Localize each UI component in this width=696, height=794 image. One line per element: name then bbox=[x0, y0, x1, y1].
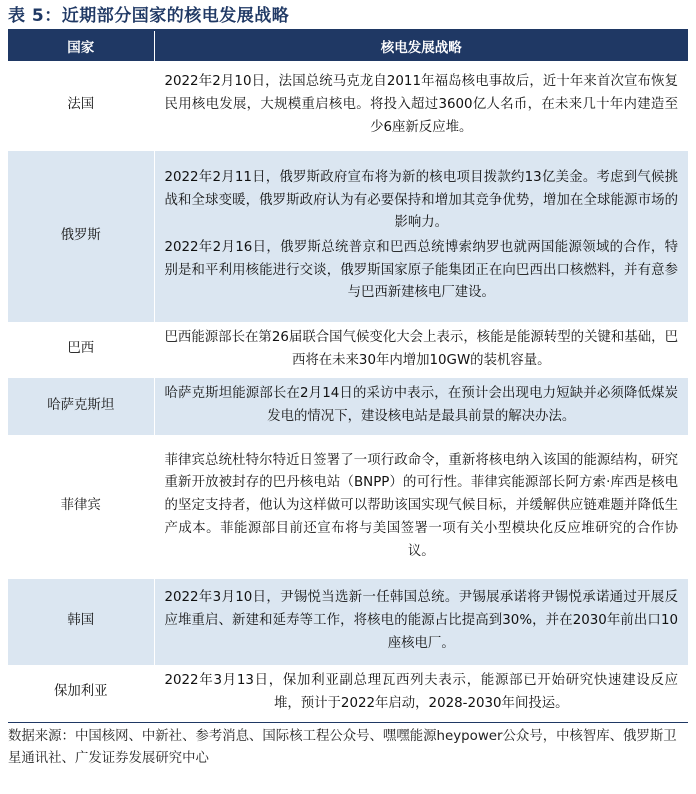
strategy-cell bbox=[154, 322, 688, 377]
data-source-note: 数据来源：中国核网、中新社、参考消息、国际核工程公众号、嘿嘿能源heypower公众号，中核智库、俄罗斯卫星通讯社、广发证券发展研究中心 bbox=[8, 729, 677, 766]
strategy-text: 巴西能源部长在第26届联合国气候变化大会上表示，核能是能源转型的关键和基础，巴西将在未来30年内增加10GW的装机容量。 bbox=[164, 329, 678, 368]
strategy-cell bbox=[154, 578, 688, 665]
strategy-text: 2022年3月13日，保加利亚副总理瓦西列夫表示，能源部已开始研究快速建设反应堆，预计于2022年启动，2028-2030年间投运。 bbox=[164, 672, 678, 711]
table-row bbox=[8, 665, 688, 720]
strategy-text: 2022年3月10日，尹锡悦当选新一任韩国总统。尹锡展承诺将尹锡悦承诺通过开展反应堆重启、新建和延寿等工作，将核电的能源占比提高到30%，并在2030年前出口10座核电厂。 bbox=[164, 590, 678, 651]
table-bottom-rule bbox=[8, 722, 688, 723]
table-row bbox=[8, 322, 688, 377]
strategy-text: 菲律宾总统杜特尔特近日签署了一项行政命令，重新将核电纳入该国的能源结构，研究重新开放被封存的巴丹核电站（BNPP）的可行性。菲律宾能源部长阿方索·库西是核电的坚定支持者，他认为这样做可以帮助该国实现气候目标，并缓解供应链难题并降低生产成本。菲能源部目前还宣布将与美国签署一项有关小型模块化反应堆研究的合作协议。 bbox=[164, 452, 678, 559]
strategy-text: 哈萨克斯坦能源部长在2月14日的采访中表示，在预计会出现电力短缺并必须降低煤炭发电的情况下，建设核电站是最具前景的解决办法。 bbox=[164, 386, 678, 424]
header-country: 国家 bbox=[8, 31, 154, 61]
table-row bbox=[8, 150, 688, 322]
strategy-text: 2022年2月11日，俄罗斯政府宣布将为新的核电项目拨款约13亿美金。考虑到气候挑战和全球变暖，俄罗斯政府认为有必要保持和增加其竞争优势，增加在全球能源市场的影响力。 bbox=[164, 169, 678, 231]
table-row bbox=[8, 377, 688, 435]
country-cell: 法国 bbox=[8, 61, 154, 150]
table-row bbox=[8, 61, 688, 150]
strategy-cell bbox=[154, 61, 688, 150]
strategy-cell bbox=[154, 665, 688, 720]
country-cell: 保加利亚 bbox=[8, 665, 154, 720]
country-cell: 韩国 bbox=[8, 578, 154, 665]
table-header-row bbox=[8, 31, 688, 61]
strategy-text: 2022年2月16日，俄罗斯总统普京和巴西总统博索纳罗也就两国能源领域的合作，特别是和平利用核能进行交谈，俄罗斯国家原子能集团正在向巴西出口核燃料，并有意参与巴西新建核电厂建设。 bbox=[164, 240, 678, 301]
strategy-table bbox=[8, 31, 688, 721]
country-cell: 菲律宾 bbox=[8, 435, 154, 578]
strategy-text: 2022年2月10日，法国总统马克龙自2011年福岛核电事故后，近十年来首次宣布恢复民用核电发展，大规模重启核电。将投入超过3600亿人名币，在未来几十年内建造至少6座新反应堆。 bbox=[164, 74, 678, 135]
strategy-cell bbox=[154, 150, 688, 322]
country-cell: 哈萨克斯坦 bbox=[8, 377, 154, 435]
country-cell: 巴西 bbox=[8, 322, 154, 377]
table-title: 表 5：近期部分国家的核电发展战略 bbox=[8, 6, 290, 26]
table-row bbox=[8, 578, 688, 665]
strategy-cell bbox=[154, 435, 688, 578]
strategy-cell bbox=[154, 377, 688, 435]
country-cell: 俄罗斯 bbox=[8, 150, 154, 322]
table-row bbox=[8, 435, 688, 578]
header-strategy: 核电发展战略 bbox=[154, 31, 688, 61]
